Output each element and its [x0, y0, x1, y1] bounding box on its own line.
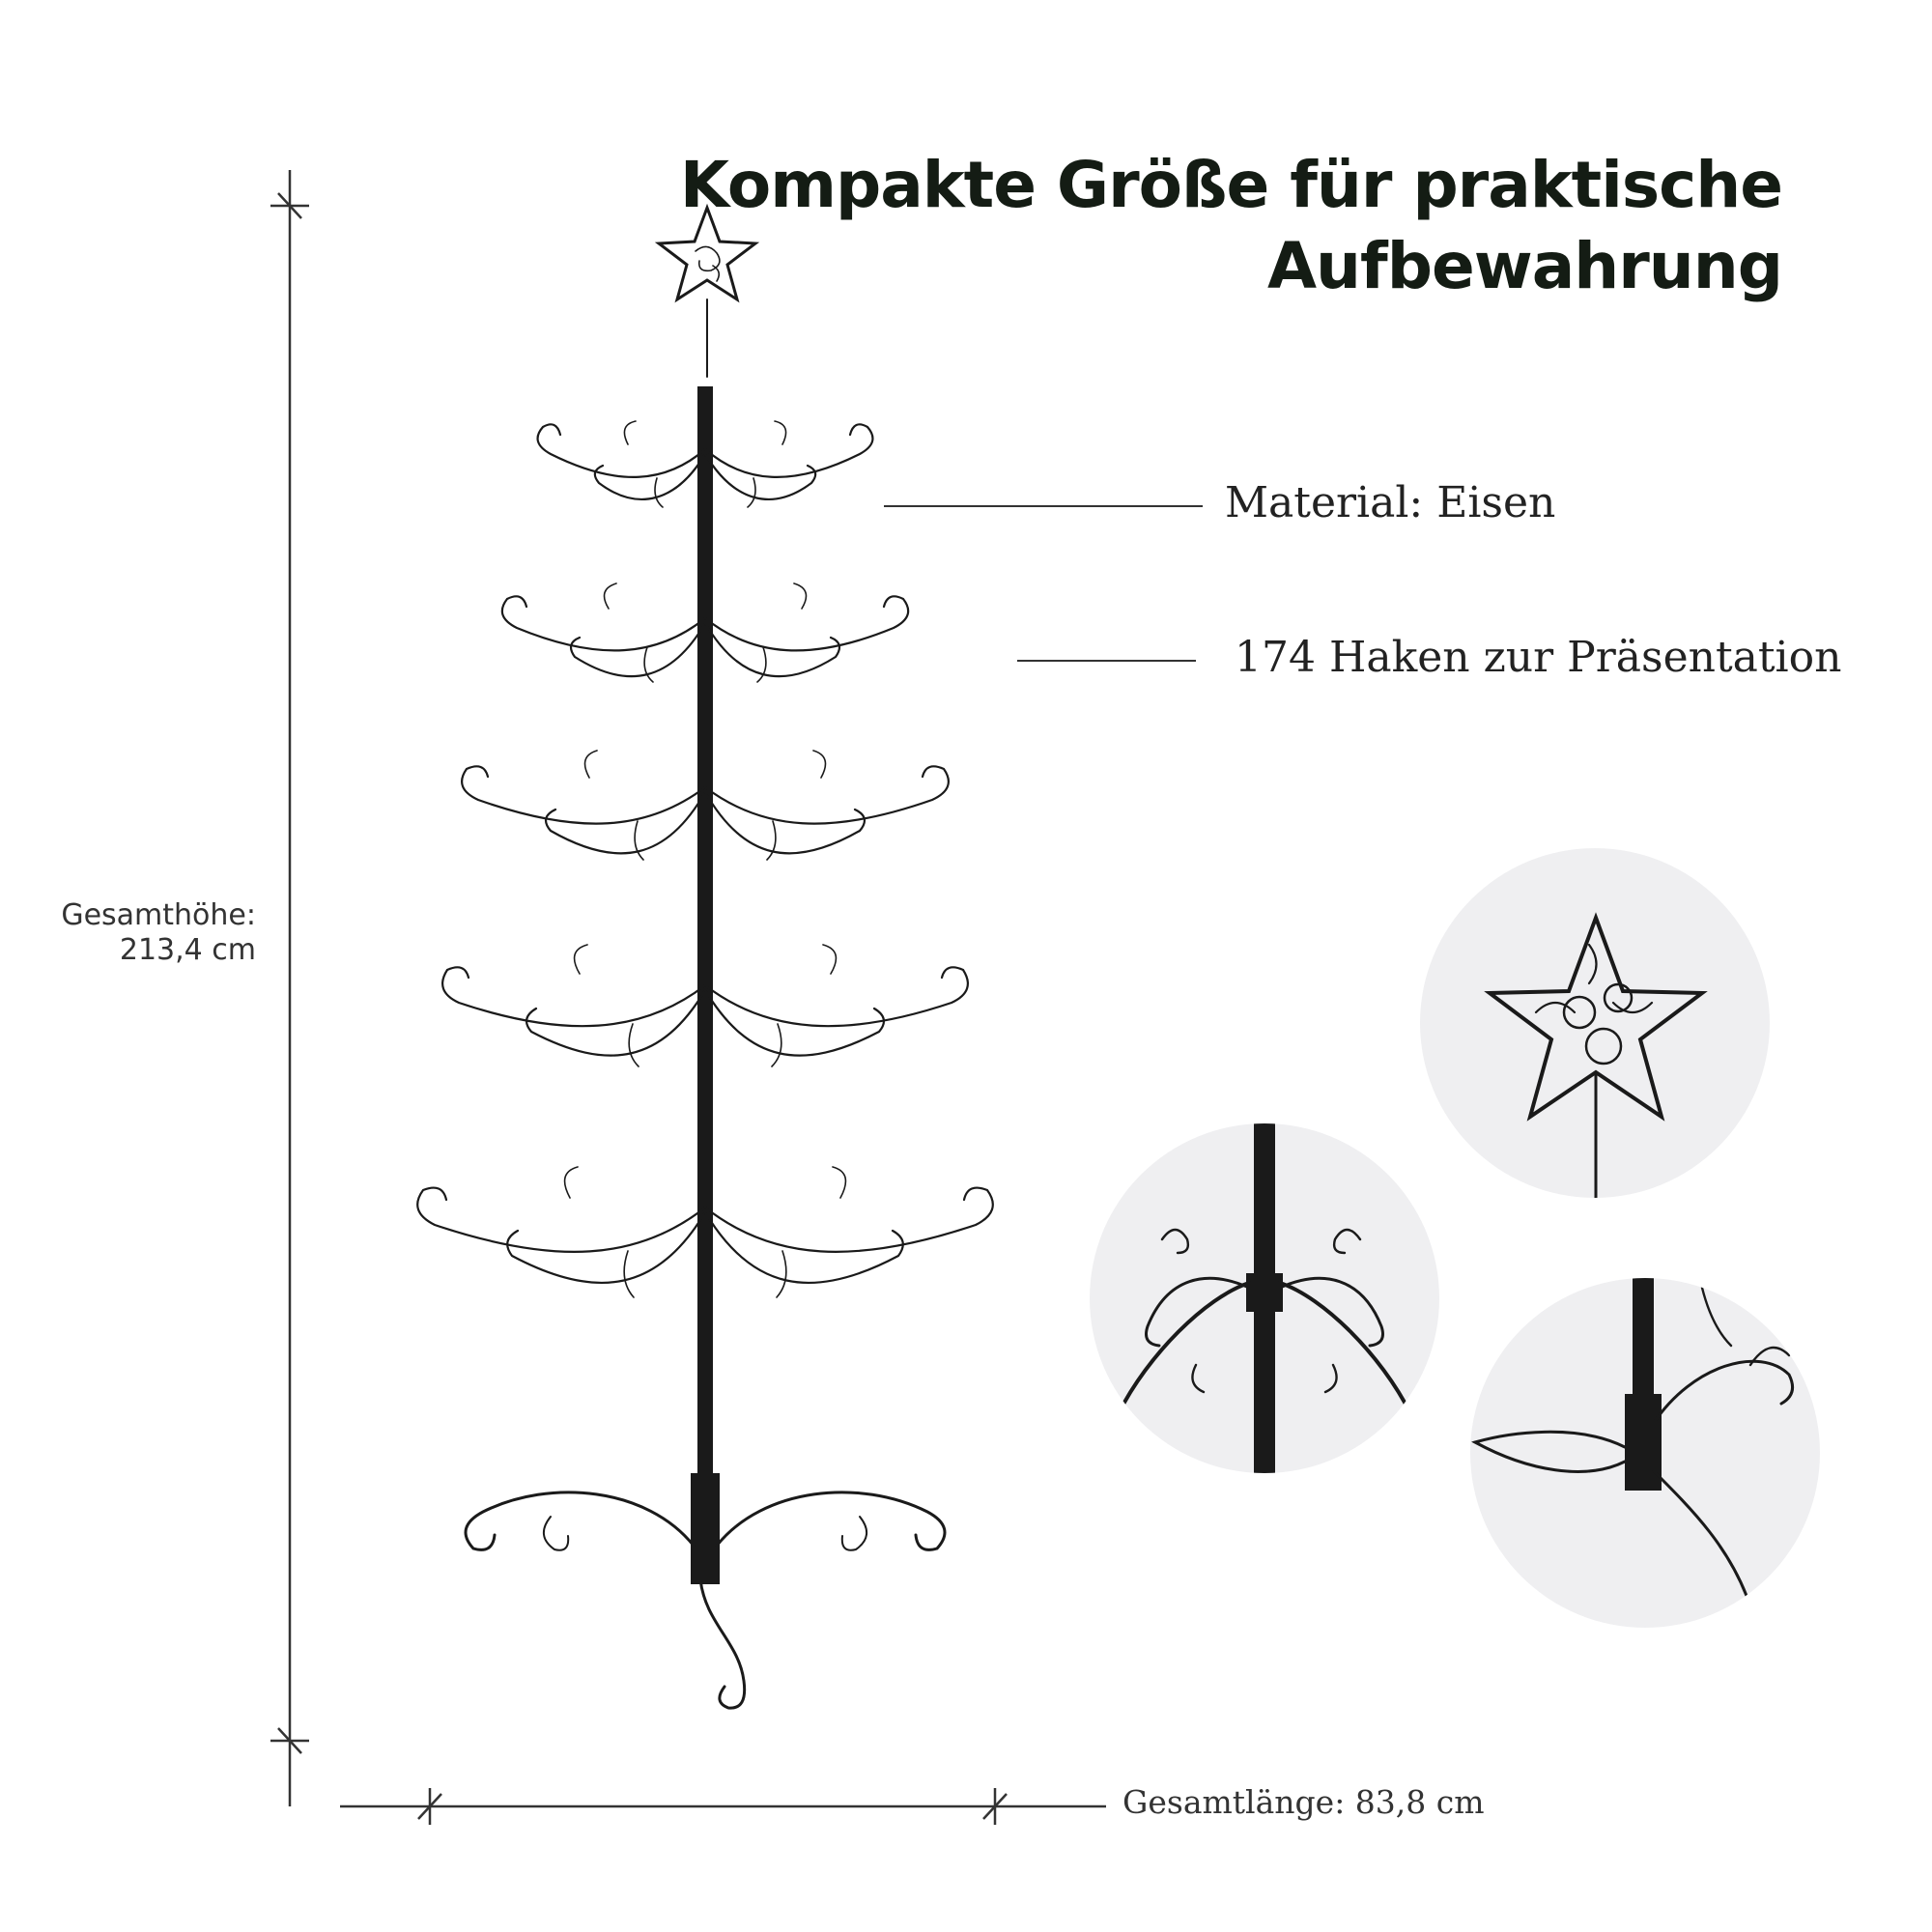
- tree-base: [466, 1473, 945, 1708]
- metal-christmas-tree-icon: [406, 193, 1005, 1739]
- length-label: Gesamtlänge: 83,8 cm: [1122, 1783, 1485, 1821]
- star-topper-detail-icon: [1420, 848, 1770, 1198]
- hooks-label: 174 Haken zur Präsentation: [1235, 633, 1842, 682]
- connector-detail-view: [1090, 1123, 1439, 1473]
- page-title-line-2: Aufbewahrung: [1266, 229, 1782, 303]
- length-dimension-line: [338, 1782, 1111, 1831]
- page-title-line-1: Kompakte Größe für praktische: [679, 148, 1782, 222]
- star-detail-view: [1420, 848, 1770, 1198]
- height-label: [19, 898, 256, 968]
- height-label-value: 213,4 cm: [119, 933, 256, 967]
- base-detail-view: [1470, 1278, 1820, 1628]
- height-label-title: Gesamthöhe:: [61, 898, 256, 932]
- branch-connector-detail-icon: [1090, 1123, 1439, 1473]
- base-leg-detail-icon: [1470, 1278, 1820, 1628]
- height-dimension-line: [261, 164, 319, 1816]
- hooks-leader-line: [1017, 660, 1196, 662]
- star-topper-icon: [659, 208, 755, 377]
- material-label: Material: Eisen: [1225, 478, 1556, 527]
